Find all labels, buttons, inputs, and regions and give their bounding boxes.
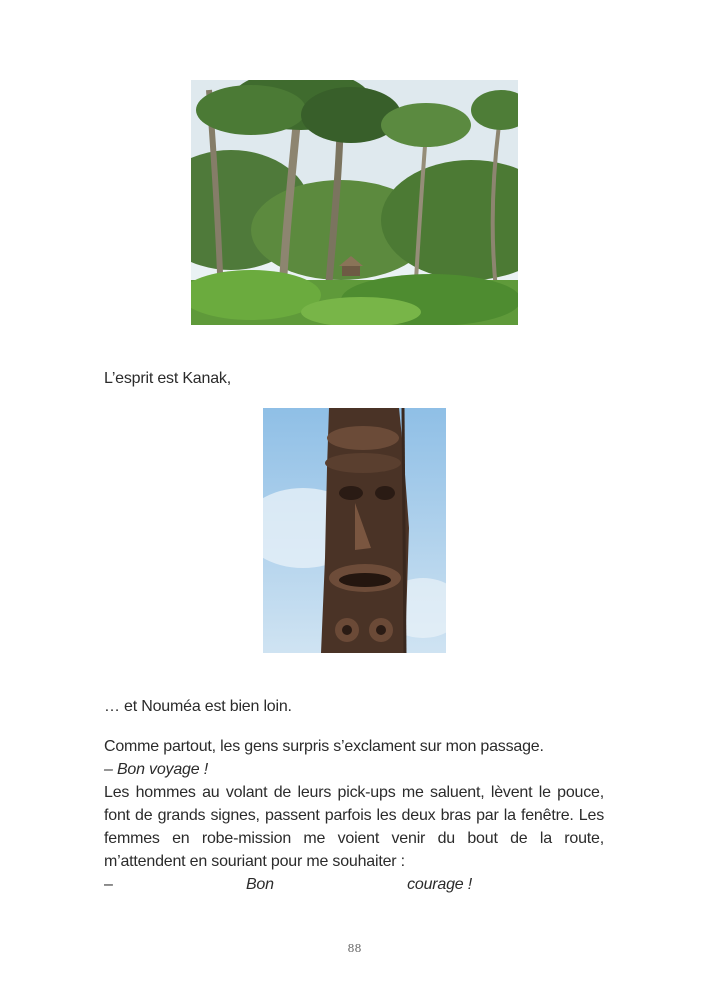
paragraph-line: Comme partout, les gens surpris s’exclament sur mon passage. xyxy=(104,738,544,755)
totem-photo xyxy=(263,408,446,653)
paragraph-body: Les hommes au volant de leurs pick-ups me saluent, lèvent le pouce, font de grands signes, passent parfois les deux bras par la fenêtre. Les femmes en robe-mission me voient venir du bout de la route, m’attendent en souriant pour me souhaiter : xyxy=(104,784,604,870)
dialogue-line-2 xyxy=(104,873,472,896)
dialogue-line: – Bon voyage ! xyxy=(104,761,208,778)
caption-second: … et Nouméa est bien loin. xyxy=(104,698,292,715)
dialogue-word: courage ! xyxy=(407,876,472,893)
dialogue-word: Bon xyxy=(245,876,274,893)
caption-first: L’esprit est Kanak, xyxy=(104,370,231,387)
palm-grove-photo xyxy=(191,80,518,325)
dialogue-dash: – xyxy=(104,876,113,893)
narrative-paragraph xyxy=(104,735,604,896)
page-number: 88 xyxy=(347,942,362,955)
